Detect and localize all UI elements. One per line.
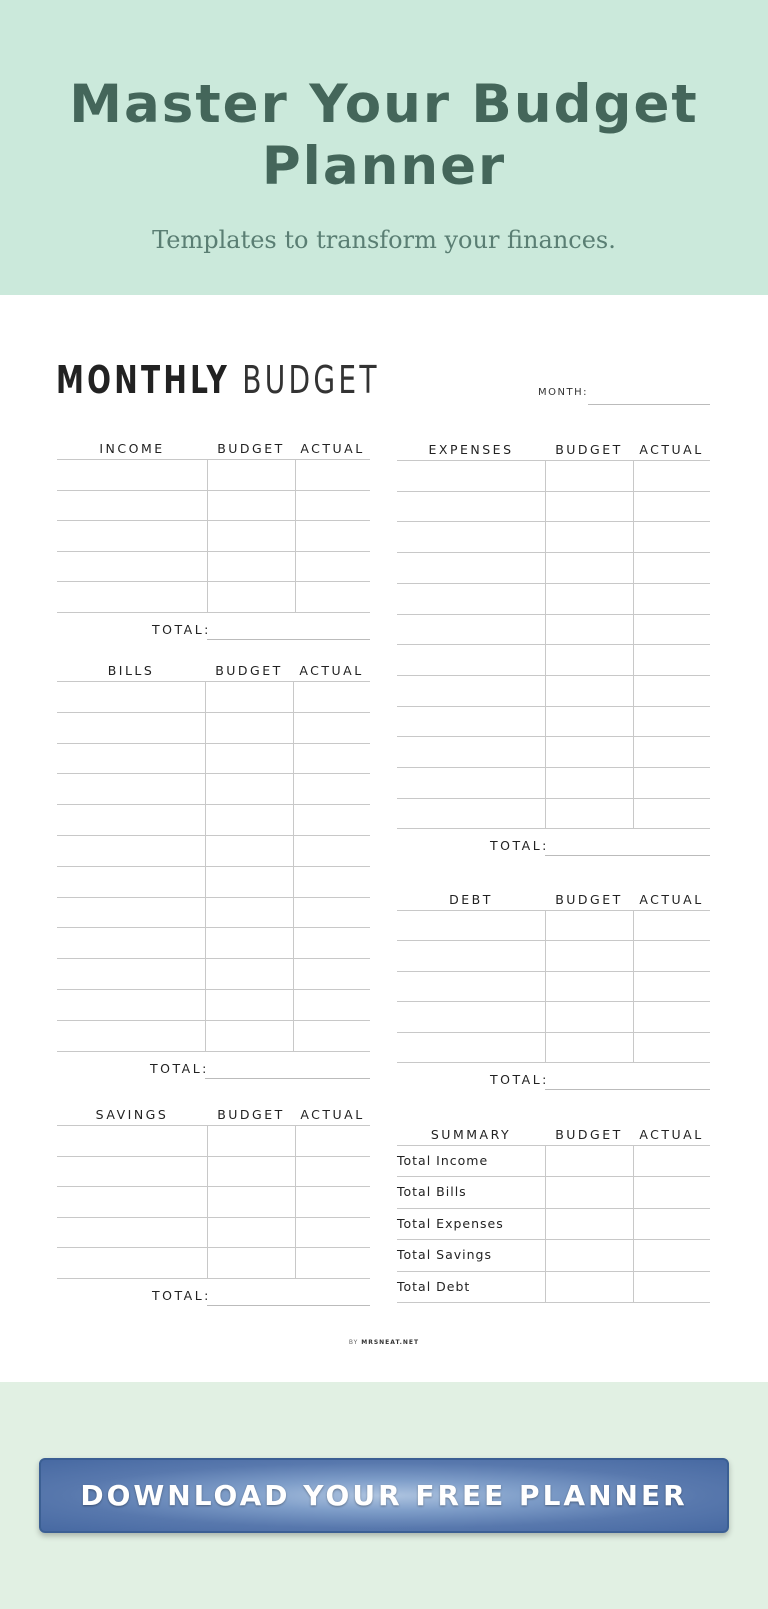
expenses-actual-cell[interactable] — [634, 768, 709, 797]
bills-actual-cell[interactable] — [294, 1021, 369, 1050]
expenses-budget-cell[interactable] — [546, 492, 632, 521]
bills-budget-cell[interactable] — [206, 805, 292, 834]
page-title: Master Your Budget Planner — [69, 74, 699, 197]
debt-budget-cell[interactable] — [546, 1033, 632, 1061]
expenses-actual-cell[interactable] — [634, 461, 709, 490]
bills-budget-cell[interactable] — [206, 898, 292, 927]
bills-actual-cell[interactable] — [294, 867, 369, 896]
debt-budget-header: BUDGET — [555, 892, 623, 907]
download-planner-button[interactable] — [39, 1458, 729, 1533]
expenses-budget-cell[interactable] — [546, 799, 632, 828]
expenses-budget-cell[interactable] — [546, 645, 632, 674]
income-budget-cell[interactable] — [208, 460, 294, 489]
bills-actual-cell[interactable] — [294, 774, 369, 803]
bills-actual-cell[interactable] — [294, 744, 369, 773]
bills-budget-cell[interactable] — [206, 1021, 292, 1050]
bills-actual-cell[interactable] — [294, 898, 369, 927]
budget-sheet — [0, 295, 768, 1382]
summary-actual-cell[interactable] — [634, 1272, 709, 1301]
income-actual-cell[interactable] — [296, 460, 369, 489]
credit-by: BY — [348, 1339, 359, 1346]
summary-actual-cell[interactable] — [634, 1209, 709, 1238]
download-planner-label: DOWNLOAD YOUR FREE PLANNER — [80, 1479, 688, 1512]
hero-banner — [0, 0, 768, 295]
income-budget-cell[interactable] — [208, 552, 294, 581]
bills-budget-cell[interactable] — [206, 867, 292, 896]
bills-budget-cell[interactable] — [206, 713, 292, 742]
savings-actual-cell[interactable] — [296, 1248, 369, 1277]
summary-row-label: Total Debt — [397, 1278, 471, 1294]
savings-total-label: TOTAL: — [152, 1287, 211, 1303]
bills-budget-cell[interactable] — [206, 928, 292, 957]
bills-actual-cell[interactable] — [294, 682, 369, 711]
bills-actual-cell[interactable] — [294, 928, 369, 957]
bills-budget-cell[interactable] — [206, 774, 292, 803]
income-header: INCOME — [99, 441, 165, 456]
summary-row-label: Total Bills — [397, 1184, 467, 1200]
expenses-total-label: TOTAL: — [490, 838, 549, 854]
expenses-actual-header: ACTUAL — [639, 442, 704, 457]
summary-budget-cell[interactable] — [546, 1146, 632, 1175]
income-row-line — [57, 612, 370, 613]
summary-actual-cell[interactable] — [634, 1240, 709, 1269]
savings-header: SAVINGS — [95, 1107, 169, 1122]
income-total-label: TOTAL: — [152, 621, 211, 637]
summary-budget-cell[interactable] — [546, 1272, 632, 1301]
credit-site: MRSNEAT.NET — [361, 1339, 420, 1346]
debt-budget-cell[interactable] — [546, 911, 632, 939]
expenses-header: EXPENSES — [428, 442, 514, 457]
debt-actual-cell[interactable] — [634, 941, 709, 969]
summary-actual-cell[interactable] — [634, 1177, 709, 1206]
summary-actual-cell[interactable] — [634, 1146, 709, 1175]
bills-actual-cell[interactable] — [294, 713, 369, 742]
expenses-budget-cell[interactable] — [546, 737, 632, 766]
savings-budget-cell[interactable] — [208, 1218, 294, 1247]
income-actual-cell[interactable] — [296, 552, 369, 581]
debt-total-field[interactable] — [545, 1089, 710, 1090]
month-label: MONTH: — [538, 387, 588, 398]
bills-total-label: TOTAL: — [150, 1060, 209, 1076]
income-budget-cell[interactable] — [208, 582, 294, 611]
expenses-budget-cell[interactable] — [546, 584, 632, 613]
expenses-actual-cell[interactable] — [634, 522, 709, 551]
debt-actual-cell[interactable] — [634, 972, 709, 1000]
summary-budget-cell[interactable] — [546, 1240, 632, 1269]
savings-actual-cell[interactable] — [296, 1157, 369, 1186]
summary-budget-cell[interactable] — [546, 1209, 632, 1238]
summary-row-label: Total Savings — [397, 1247, 493, 1263]
expenses-budget-cell[interactable] — [546, 461, 632, 490]
expenses-budget-cell[interactable] — [546, 615, 632, 644]
debt-actual-cell[interactable] — [634, 1002, 709, 1030]
savings-budget-header: BUDGET — [217, 1107, 285, 1122]
expenses-actual-cell[interactable] — [634, 553, 709, 582]
income-budget-cell[interactable] — [208, 491, 294, 520]
expenses-total-field[interactable] — [545, 855, 710, 856]
expenses-row-line — [397, 828, 710, 829]
income-total-field[interactable] — [207, 639, 370, 640]
expenses-budget-cell[interactable] — [546, 522, 632, 551]
savings-row-line — [57, 1278, 370, 1279]
savings-budget-cell[interactable] — [208, 1187, 294, 1216]
expenses-actual-cell[interactable] — [634, 645, 709, 674]
income-budget-cell[interactable] — [208, 521, 294, 550]
savings-budget-cell[interactable] — [208, 1126, 294, 1155]
bills-actual-cell[interactable] — [294, 990, 369, 1019]
expenses-budget-header: BUDGET — [555, 442, 623, 457]
expenses-budget-cell[interactable] — [546, 553, 632, 582]
bills-budget-cell[interactable] — [206, 682, 292, 711]
expenses-budget-cell[interactable] — [546, 676, 632, 705]
income-actual-cell[interactable] — [296, 491, 369, 520]
bills-budget-cell[interactable] — [206, 959, 292, 988]
bills-total-field[interactable] — [205, 1078, 370, 1079]
income-actual-cell[interactable] — [296, 582, 369, 611]
savings-actual-cell[interactable] — [296, 1187, 369, 1216]
savings-budget-cell[interactable] — [208, 1157, 294, 1186]
sheet-title — [56, 358, 380, 402]
bills-budget-header: BUDGET — [215, 663, 283, 678]
expenses-actual-cell[interactable] — [634, 615, 709, 644]
bills-actual-cell[interactable] — [294, 836, 369, 865]
summary-budget-header: BUDGET — [555, 1127, 623, 1142]
expenses-budget-cell[interactable] — [546, 707, 632, 736]
summary-budget-cell[interactable] — [546, 1177, 632, 1206]
sheet-title-bold: MONTHLY — [56, 358, 231, 402]
summary-row-label: Total Expenses — [397, 1215, 504, 1231]
expenses-actual-cell[interactable] — [634, 707, 709, 736]
savings-total-field[interactable] — [207, 1305, 370, 1306]
debt-header: DEBT — [449, 892, 493, 907]
cta-section — [0, 1382, 768, 1609]
debt-budget-cell[interactable] — [546, 1002, 632, 1030]
savings-actual-cell[interactable] — [296, 1126, 369, 1155]
bills-actual-header: ACTUAL — [299, 663, 364, 678]
bills-budget-cell[interactable] — [206, 990, 292, 1019]
expenses-actual-cell[interactable] — [634, 737, 709, 766]
income-actual-cell[interactable] — [296, 521, 369, 550]
summary-actual-header: ACTUAL — [639, 1127, 704, 1142]
bills-header: BILLS — [107, 663, 155, 678]
month-field[interactable] — [588, 404, 710, 405]
debt-row-line — [397, 1062, 710, 1063]
bills-actual-cell[interactable] — [294, 959, 369, 988]
expenses-actual-cell[interactable] — [634, 799, 709, 828]
savings-actual-header: ACTUAL — [300, 1107, 365, 1122]
debt-actual-header: ACTUAL — [639, 892, 704, 907]
summary-row-line — [397, 1302, 710, 1303]
bills-budget-cell[interactable] — [206, 744, 292, 773]
bills-budget-cell[interactable] — [206, 836, 292, 865]
expenses-actual-cell[interactable] — [634, 584, 709, 613]
summary-row-label: Total Income — [397, 1153, 489, 1168]
savings-actual-cell[interactable] — [296, 1218, 369, 1247]
debt-budget-cell[interactable] — [546, 972, 632, 1000]
bills-row-line — [57, 1051, 370, 1052]
expenses-actual-cell[interactable] — [634, 676, 709, 705]
sheet-title-light: BUDGET — [242, 358, 380, 402]
savings-budget-cell[interactable] — [208, 1248, 294, 1277]
bills-actual-cell[interactable] — [294, 805, 369, 834]
credit — [0, 1339, 768, 1346]
page-subtitle: Templates to transform your finances. — [152, 226, 616, 254]
debt-budget-cell[interactable] — [546, 941, 632, 969]
expenses-actual-cell[interactable] — [634, 492, 709, 521]
expenses-budget-cell[interactable] — [546, 768, 632, 797]
income-budget-header: BUDGET — [217, 441, 285, 456]
debt-actual-cell[interactable] — [634, 911, 709, 939]
income-actual-header: ACTUAL — [300, 441, 365, 456]
debt-total-label: TOTAL: — [490, 1072, 549, 1087]
summary-header: SUMMARY — [430, 1127, 512, 1142]
debt-actual-cell[interactable] — [634, 1033, 709, 1061]
